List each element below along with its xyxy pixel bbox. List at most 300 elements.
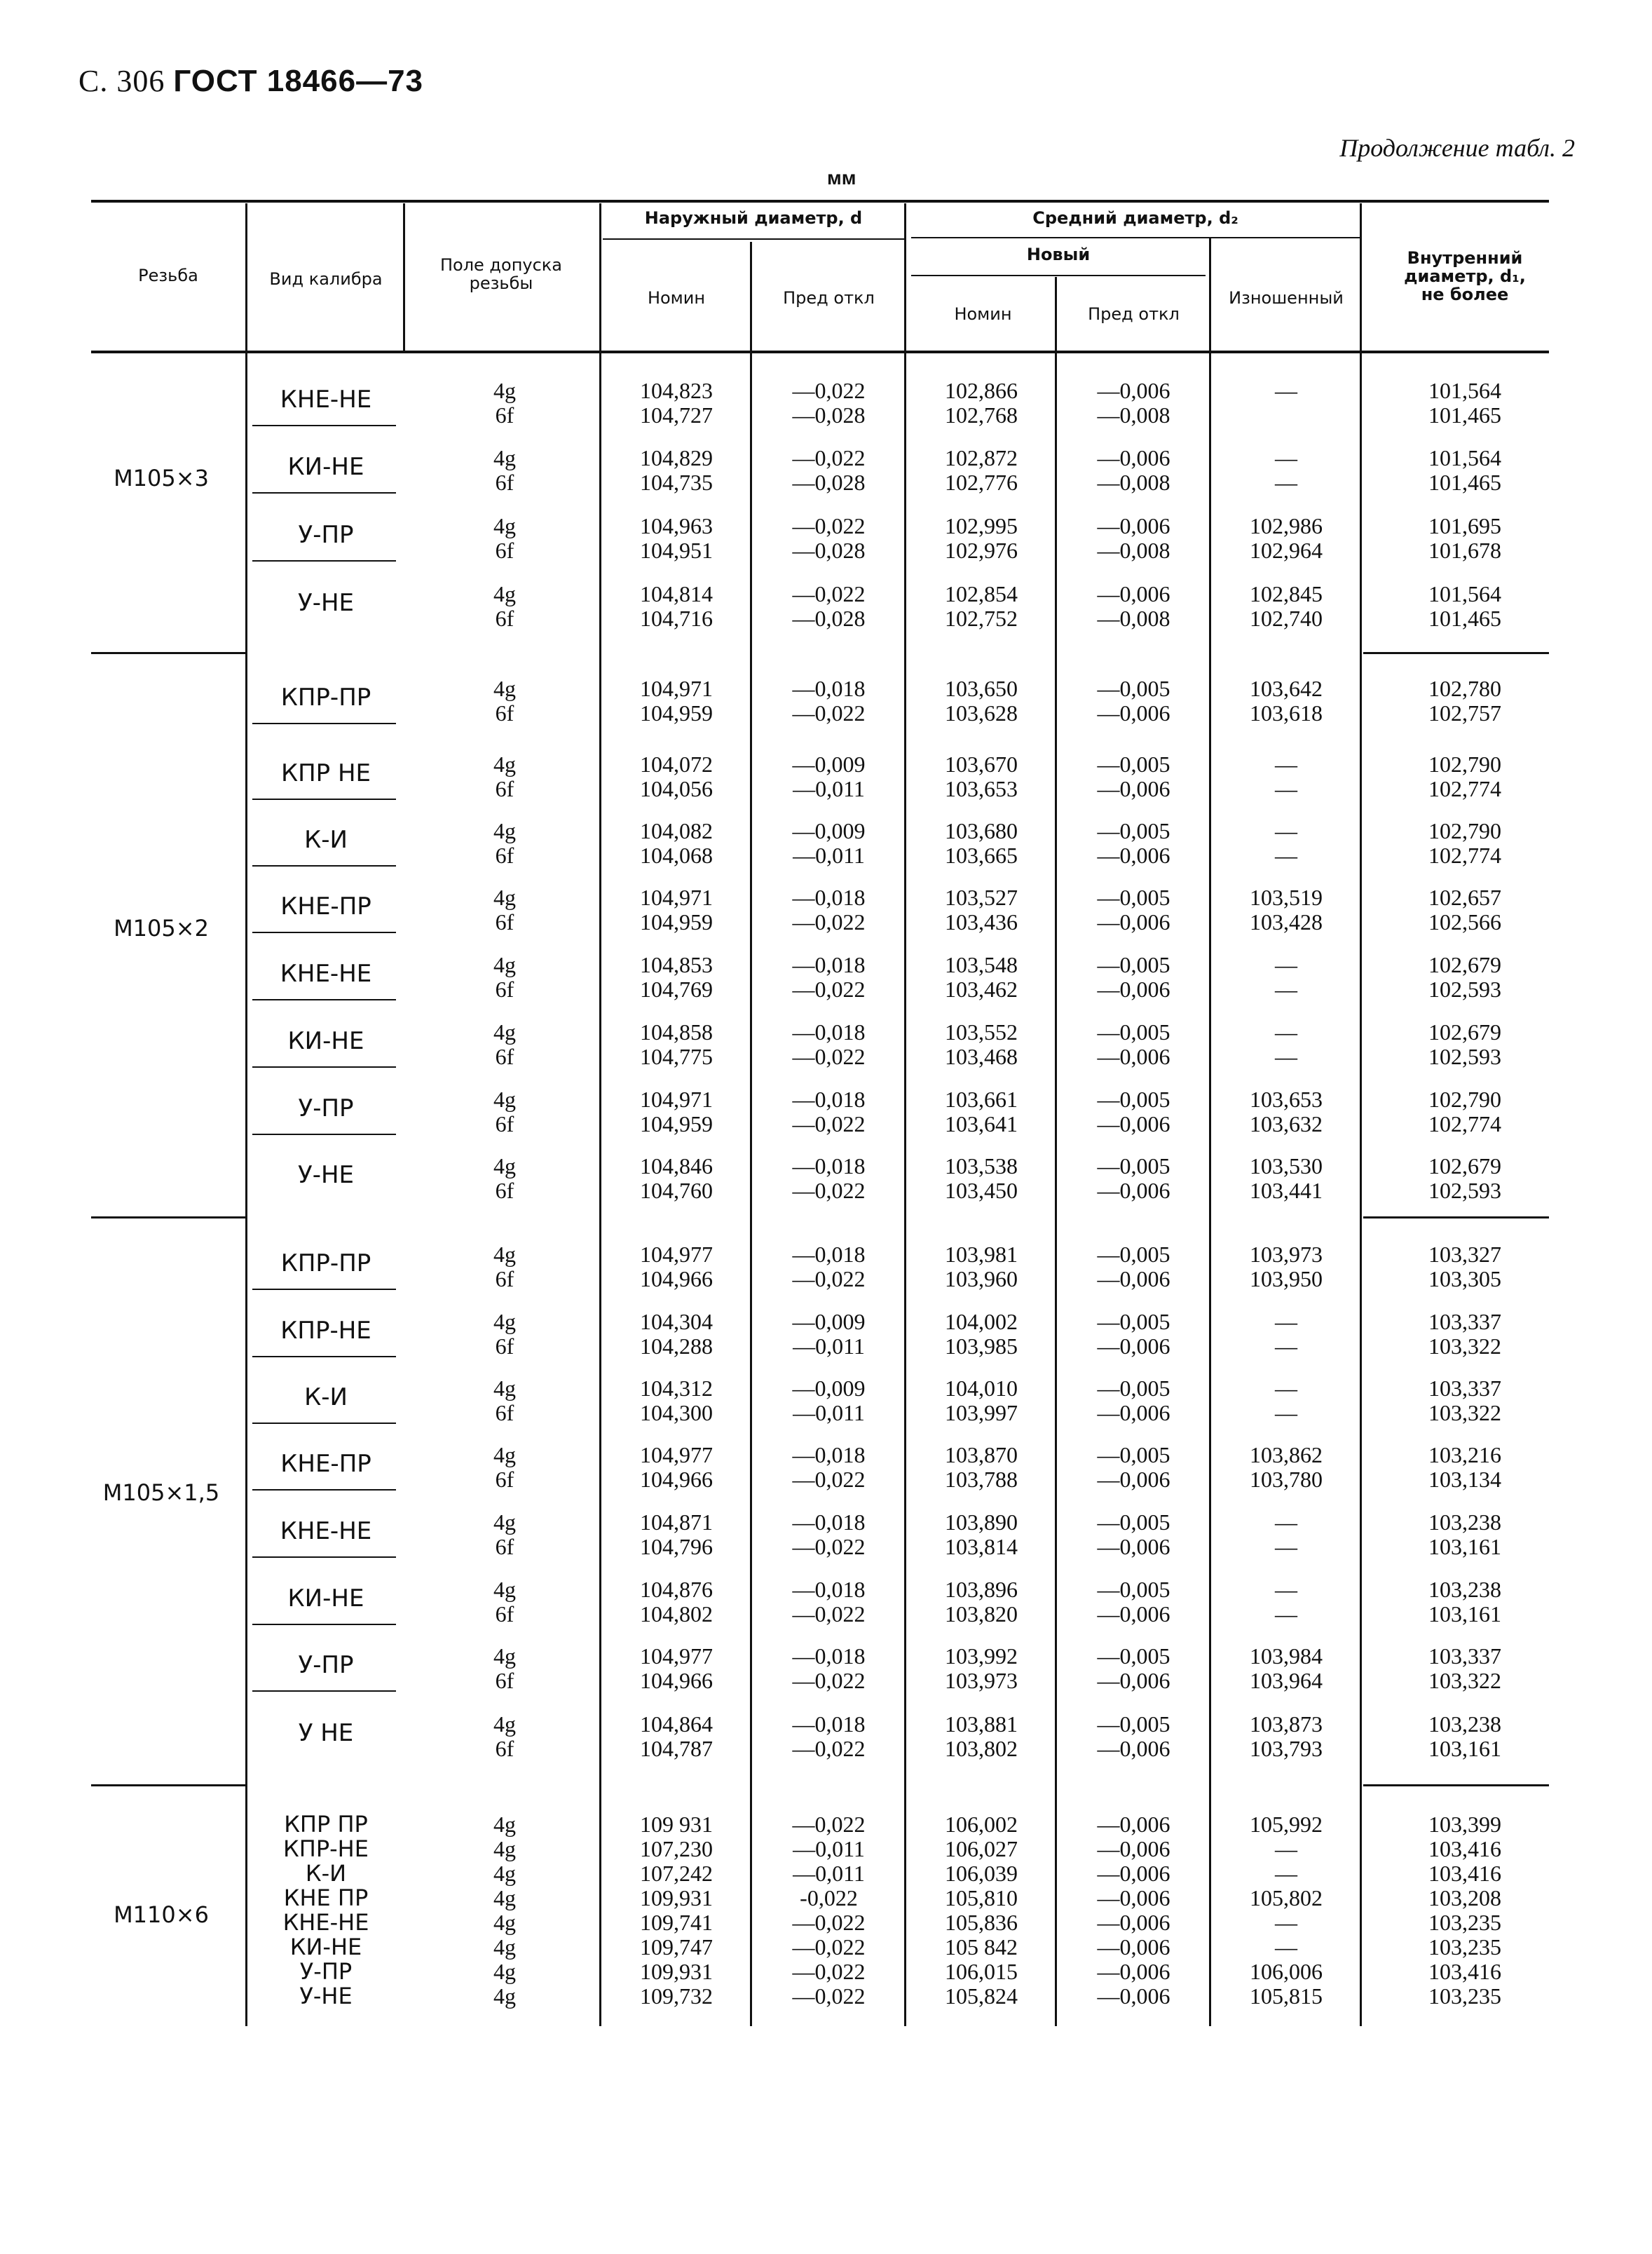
value-line: 103,161 <box>1428 1736 1501 1761</box>
value-cell-d1 <box>1395 1242 1535 1291</box>
value-line: 102,566 <box>1428 909 1501 935</box>
value-line: 103,665 <box>945 843 1018 868</box>
value-line: 103,964 <box>1250 1668 1323 1693</box>
gauge-type-cell: У НЕ <box>298 1719 354 1747</box>
value-line: —0,022 <box>792 378 866 403</box>
value-line: 102,976 <box>945 538 1018 563</box>
value-cell-d2-nom <box>908 1510 1055 1559</box>
value-line: 104,963 <box>640 513 713 538</box>
value-line: КНЕ ПР <box>283 1885 369 1911</box>
value-line: 103,235 <box>1428 1934 1501 1960</box>
last-group-column-d-nom <box>603 1812 750 2009</box>
last-group-column-tol <box>421 1812 589 2009</box>
value-line: — <box>1275 1577 1297 1602</box>
value-line: —0,028 <box>792 538 866 563</box>
value-line: 101,678 <box>1428 538 1501 563</box>
value-cell-worn <box>1213 514 1360 563</box>
value-cell-d-nom <box>603 1443 750 1492</box>
value-line: 4g <box>493 1861 516 1886</box>
value-cell-d2-dev <box>1058 1510 1209 1559</box>
value-line: — <box>1275 1910 1297 1935</box>
gauge-separator <box>252 425 396 426</box>
thread-designation: M105×1,5 <box>102 1479 220 1506</box>
value-cell-d2-dev <box>1058 953 1209 1002</box>
value-line: 103,134 <box>1428 1467 1501 1492</box>
gauge-type-cell: КНЕ-НЕ <box>280 386 372 414</box>
value-cell-d2-nom <box>908 1154 1055 1203</box>
value-line: 104,068 <box>640 843 713 868</box>
value-line: 101,465 <box>1428 606 1501 631</box>
value-line: 104,977 <box>640 1643 713 1669</box>
value-line: 102,740 <box>1250 606 1323 631</box>
value-line: —0,022 <box>792 909 866 935</box>
value-line: — <box>1275 752 1297 777</box>
value-cell-d-dev <box>753 446 904 495</box>
value-line: 103,653 <box>1250 1087 1323 1112</box>
value-line: 104,858 <box>640 1019 713 1045</box>
value-line: — <box>1275 470 1297 495</box>
header-outer-deviation: Пред откл <box>783 288 875 308</box>
gauge-type-cell: У-НЕ <box>297 589 355 617</box>
value-line: 6f <box>495 1736 514 1761</box>
gauge-separator <box>252 560 396 562</box>
value-line: 101,465 <box>1428 470 1501 495</box>
gauge-separator <box>252 1423 396 1424</box>
value-line: 102,790 <box>1428 818 1501 843</box>
col-divider-5 <box>904 203 906 2026</box>
value-cell-d2-nom <box>908 1443 1055 1492</box>
value-line: 104,769 <box>640 977 713 1002</box>
value-line: 4g <box>493 1983 516 2009</box>
value-line: — <box>1275 1333 1297 1359</box>
value-line: 101,564 <box>1428 378 1501 403</box>
value-line: 104,787 <box>640 1736 713 1761</box>
value-line: 104,288 <box>640 1333 713 1359</box>
value-line: У-ПР <box>299 1958 353 1985</box>
value-line: 103,161 <box>1428 1534 1501 1559</box>
value-line: 106,002 <box>945 1812 1018 1837</box>
gauge-type-cell: КПР-НЕ <box>280 1317 371 1345</box>
value-line: 103,322 <box>1428 1333 1501 1359</box>
gauge-separator <box>252 1556 396 1558</box>
value-cell-tol <box>421 1443 589 1492</box>
value-line: 103,238 <box>1428 1509 1501 1535</box>
value-cell-worn <box>1213 1443 1360 1492</box>
value-cell-d2-nom <box>908 1310 1055 1359</box>
value-cell-d1 <box>1395 677 1535 726</box>
value-line: 6f <box>495 1266 514 1291</box>
value-line: —0,022 <box>792 1266 866 1291</box>
value-line: 104,864 <box>640 1711 713 1737</box>
value-cell-d-dev <box>753 885 904 935</box>
header-rule-mean <box>911 237 1360 238</box>
gauge-type-cell: КПР НЕ <box>280 759 371 787</box>
value-line: 109 931 <box>640 1812 713 1837</box>
value-line: 103,985 <box>945 1333 1018 1359</box>
value-line: —0,005 <box>1097 885 1170 910</box>
gauge-separator <box>252 1489 396 1491</box>
value-line: —0,018 <box>792 1577 866 1602</box>
value-line: 104,829 <box>640 445 713 470</box>
value-cell-tol <box>421 379 589 428</box>
value-line: 105,815 <box>1250 1983 1323 2009</box>
value-line: —0,009 <box>792 752 866 777</box>
value-cell-d1 <box>1395 1443 1535 1492</box>
value-cell-worn <box>1213 1510 1360 1559</box>
header-rule-new <box>911 275 1206 276</box>
value-cell-d-dev <box>753 1154 904 1203</box>
value-line: 104,853 <box>640 952 713 977</box>
value-line: 101,465 <box>1428 402 1501 428</box>
value-cell-worn <box>1213 446 1360 495</box>
header-thread: Резьба <box>138 266 198 285</box>
gauge-separator <box>252 799 396 800</box>
value-line: КНЕ-НЕ <box>282 1909 369 1936</box>
value-line: 102,986 <box>1250 513 1323 538</box>
value-line: 104,814 <box>640 581 713 606</box>
header-inner-diameter: Внутренний диаметр, d₁, не более <box>1404 248 1526 304</box>
value-line: —0,006 <box>1097 1044 1170 1069</box>
value-line: —0,022 <box>792 1910 866 1935</box>
value-line: — <box>1275 1376 1297 1401</box>
value-line: 104,082 <box>640 818 713 843</box>
value-cell-d1 <box>1395 885 1535 935</box>
value-line: —0,022 <box>792 1812 866 1837</box>
value-line: 101,695 <box>1428 513 1501 538</box>
value-cell-d2-nom <box>908 1376 1055 1425</box>
value-line: 104,966 <box>640 1668 713 1693</box>
value-line: —0,006 <box>1097 1333 1170 1359</box>
value-line: —0,005 <box>1097 752 1170 777</box>
value-line: 104,971 <box>640 676 713 701</box>
value-cell-d-nom <box>603 379 750 428</box>
gauge-type-cell: К-И <box>304 826 348 854</box>
value-line: —0,018 <box>792 1019 866 1045</box>
value-line: 4g <box>493 1959 516 1984</box>
value-cell-worn <box>1213 1310 1360 1359</box>
value-line: 104,959 <box>640 909 713 935</box>
value-line: — <box>1275 776 1297 801</box>
value-line: 103,327 <box>1428 1242 1501 1267</box>
value-line: —0,011 <box>793 1836 865 1861</box>
value-line: 103,322 <box>1428 1400 1501 1425</box>
value-cell-d-nom <box>603 953 750 1002</box>
value-cell-tol <box>421 1510 589 1559</box>
value-line: 109,931 <box>640 1885 713 1910</box>
value-cell-tol <box>421 953 589 1002</box>
value-line: 103,530 <box>1250 1153 1323 1179</box>
value-line: —0,022 <box>792 977 866 1002</box>
value-line: 104,002 <box>945 1309 1018 1334</box>
value-line: —0,018 <box>792 1242 866 1267</box>
gauge-separator <box>252 1289 396 1290</box>
gauge-separator <box>252 492 396 494</box>
value-cell-d-dev <box>753 1577 904 1627</box>
value-cell-d-nom <box>603 1644 750 1693</box>
value-line: 104,760 <box>640 1178 713 1203</box>
value-line: 103,462 <box>945 977 1018 1002</box>
col-divider-3 <box>599 203 601 2026</box>
value-line: 109,741 <box>640 1910 713 1935</box>
value-line: 103,680 <box>945 818 1018 843</box>
value-cell-d2-dev <box>1058 1644 1209 1693</box>
value-line: 103,628 <box>945 700 1018 726</box>
gauge-type-cell: КПР-ПР <box>280 1249 371 1277</box>
last-group-column-d2-dev <box>1058 1812 1209 2009</box>
value-line: 4g <box>493 378 516 403</box>
value-cell-d2-dev <box>1058 752 1209 801</box>
value-line: 104,072 <box>640 752 713 777</box>
value-line: 102,757 <box>1428 700 1501 726</box>
value-line: 6f <box>495 909 514 935</box>
value-line: 4g <box>493 952 516 977</box>
gauge-type-cell: КНЕ-ПР <box>280 892 371 921</box>
value-cell-worn <box>1213 1644 1360 1693</box>
value-line: 104,971 <box>640 1087 713 1112</box>
value-line: 103,238 <box>1428 1711 1501 1737</box>
value-line: 6f <box>495 776 514 801</box>
value-line: 103,896 <box>945 1577 1018 1602</box>
value-cell-worn <box>1213 1020 1360 1069</box>
value-line: 104,876 <box>640 1577 713 1602</box>
value-line: 104,871 <box>640 1509 713 1535</box>
value-cell-tol <box>421 1020 589 1069</box>
value-cell-d-dev <box>753 1443 904 1492</box>
value-line: —0,005 <box>1097 1019 1170 1045</box>
value-cell-tol <box>421 1712 589 1761</box>
value-line: —0,022 <box>792 1601 866 1627</box>
value-cell-d2-nom <box>908 885 1055 935</box>
value-line: 106,039 <box>945 1861 1018 1886</box>
value-line: 6f <box>495 1534 514 1559</box>
value-line: 104,312 <box>640 1376 713 1401</box>
value-cell-d-nom <box>603 1020 750 1069</box>
value-line: 4g <box>493 1376 516 1401</box>
value-cell-d2-dev <box>1058 1577 1209 1627</box>
value-line: 104,056 <box>640 776 713 801</box>
header-mean-deviation: Пред откл <box>1088 304 1180 324</box>
value-line: 4g <box>493 1910 516 1935</box>
header-new: Новый <box>1026 245 1091 264</box>
value-line: 103,984 <box>1250 1643 1323 1669</box>
value-cell-d1 <box>1395 446 1535 495</box>
gauge-separator <box>252 865 396 867</box>
value-line: —0,005 <box>1097 676 1170 701</box>
col-divider-4 <box>750 242 752 2026</box>
value-cell-d2-nom <box>908 1577 1055 1627</box>
value-line: —0,005 <box>1097 952 1170 977</box>
col-divider-2 <box>403 203 405 351</box>
gauge-type-cell: У-ПР <box>298 521 354 549</box>
value-line: 103,208 <box>1428 1885 1501 1910</box>
value-line: 103,235 <box>1428 1910 1501 1935</box>
gauge-type-cell: КПР-ПР <box>280 684 371 712</box>
value-cell-d2-nom <box>908 677 1055 726</box>
value-line: 6f <box>495 700 514 726</box>
value-line: —0,008 <box>1097 470 1170 495</box>
value-line: 4g <box>493 1509 516 1535</box>
value-line: —0,006 <box>1097 1861 1170 1886</box>
value-cell-worn <box>1213 677 1360 726</box>
table-continuation-label: Продолжение табл. 2 <box>1339 134 1575 162</box>
value-line: —0,022 <box>792 1111 866 1136</box>
value-cell-d-dev <box>753 1087 904 1136</box>
value-line: 102,593 <box>1428 977 1501 1002</box>
value-line: —0,005 <box>1097 1643 1170 1669</box>
value-line: 103,337 <box>1428 1309 1501 1334</box>
gauge-separator <box>252 1356 396 1357</box>
value-line: — <box>1275 1400 1297 1425</box>
value-line: 103,538 <box>945 1153 1018 1179</box>
thread-designation: M105×3 <box>114 465 209 491</box>
value-cell-d-nom <box>603 1376 750 1425</box>
value-line: 103,862 <box>1250 1442 1323 1467</box>
value-line: — <box>1275 1309 1297 1334</box>
value-line: —0,005 <box>1097 1087 1170 1112</box>
value-line: 103,216 <box>1428 1442 1501 1467</box>
value-cell-tol <box>421 1376 589 1425</box>
header-gauge-type: Вид калибра <box>269 269 383 289</box>
value-line: 107,242 <box>640 1861 713 1886</box>
header-tolerance: Поле допуска резьбы <box>439 255 563 293</box>
value-line: —0,022 <box>792 513 866 538</box>
value-line: 101,564 <box>1428 445 1501 470</box>
value-cell-d2-dev <box>1058 1242 1209 1291</box>
value-line: 103,519 <box>1250 885 1323 910</box>
col-divider-8 <box>1360 203 1362 2026</box>
value-line: 6f <box>495 1400 514 1425</box>
value-line: —0,028 <box>792 606 866 631</box>
value-cell-worn <box>1213 885 1360 935</box>
value-line: 102,964 <box>1250 538 1323 563</box>
value-line: 103,305 <box>1428 1266 1501 1291</box>
value-line: —0,005 <box>1097 1153 1170 1179</box>
value-line: 103,793 <box>1250 1736 1323 1761</box>
value-line: — <box>1275 818 1297 843</box>
value-cell-d2-dev <box>1058 1712 1209 1761</box>
value-cell-d-dev <box>753 1310 904 1359</box>
value-cell-d-nom <box>603 446 750 495</box>
value-line: 102,774 <box>1428 843 1501 868</box>
value-line: —0,006 <box>1097 1111 1170 1136</box>
value-line: 104,300 <box>640 1400 713 1425</box>
header-outer-nominal: Номин <box>647 288 706 308</box>
value-line: —0,022 <box>792 1534 866 1559</box>
value-cell-d-nom <box>603 1242 750 1291</box>
value-cell-worn <box>1213 1242 1360 1291</box>
value-line: —0,018 <box>792 1509 866 1535</box>
value-line: —0,006 <box>1097 1178 1170 1203</box>
value-line: 103,641 <box>945 1111 1018 1136</box>
value-line: 103,981 <box>945 1242 1018 1267</box>
value-line: 104,951 <box>640 538 713 563</box>
value-cell-worn <box>1213 1087 1360 1136</box>
value-line: 103,468 <box>945 1044 1018 1069</box>
value-cell-d1 <box>1395 1510 1535 1559</box>
value-line: 104,727 <box>640 402 713 428</box>
value-line: 6f <box>495 1044 514 1069</box>
value-line: —0,022 <box>792 1044 866 1069</box>
value-cell-tol <box>421 1087 589 1136</box>
gauge-type-cell: КИ-НЕ <box>287 453 364 481</box>
col-divider-6 <box>1055 277 1057 2026</box>
gauge-type-cell: КНЕ-НЕ <box>280 960 372 988</box>
value-cell-d-nom <box>603 1510 750 1559</box>
value-line: 102,776 <box>945 470 1018 495</box>
value-cell-d-dev <box>753 1712 904 1761</box>
value-line: —0,006 <box>1097 1736 1170 1761</box>
group-divider-right <box>1363 1784 1549 1786</box>
value-line: —0,006 <box>1097 909 1170 935</box>
value-cell-d-dev <box>753 379 904 428</box>
value-line: 106,006 <box>1250 1959 1323 1984</box>
value-line: 104,775 <box>640 1044 713 1069</box>
value-line: КИ-НЕ <box>289 1934 362 1960</box>
value-line: — <box>1275 1044 1297 1069</box>
value-line: —0,006 <box>1097 378 1170 403</box>
value-line: 4g <box>493 752 516 777</box>
value-cell-d2-nom <box>908 1712 1055 1761</box>
value-cell-d2-nom <box>908 446 1055 495</box>
gauge-type-cell: КНЕ-НЕ <box>280 1517 372 1545</box>
value-cell-tol <box>421 1644 589 1693</box>
value-line: 6f <box>495 1601 514 1627</box>
value-line: —0,028 <box>792 470 866 495</box>
value-line: —0,006 <box>1097 1836 1170 1861</box>
value-line: 105,836 <box>945 1910 1018 1935</box>
value-line: 4g <box>493 1153 516 1179</box>
value-line: 104,010 <box>945 1376 1018 1401</box>
value-line: —0,006 <box>1097 977 1170 1002</box>
value-line: 103,337 <box>1428 1376 1501 1401</box>
value-cell-tol <box>421 1577 589 1627</box>
value-line: 103,802 <box>945 1736 1018 1761</box>
table-top-rule <box>91 200 1549 203</box>
value-line: — <box>1275 1534 1297 1559</box>
header-rule-outer <box>603 238 904 240</box>
value-line: 102,790 <box>1428 752 1501 777</box>
value-line: —0,005 <box>1097 1309 1170 1334</box>
value-line: —0,018 <box>792 885 866 910</box>
value-cell-d2-nom <box>908 819 1055 868</box>
value-cell-d1 <box>1395 752 1535 801</box>
value-line: 4g <box>493 818 516 843</box>
value-cell-d2-dev <box>1058 1310 1209 1359</box>
value-cell-tol <box>421 752 589 801</box>
value-line: —0,022 <box>792 445 866 470</box>
value-line: -0,022 <box>800 1885 858 1910</box>
value-line: —0,006 <box>1097 513 1170 538</box>
value-line: 6f <box>495 1668 514 1693</box>
value-line: 102,790 <box>1428 1087 1501 1112</box>
value-line: КПР-НЕ <box>283 1835 369 1862</box>
value-line: — <box>1275 445 1297 470</box>
value-cell-d-nom <box>603 1087 750 1136</box>
value-line: 106,027 <box>945 1836 1018 1861</box>
value-line: 102,872 <box>945 445 1018 470</box>
group-divider-right <box>1363 1216 1549 1218</box>
value-cell-d1 <box>1395 514 1535 563</box>
value-cell-d-nom <box>603 1310 750 1359</box>
value-line: 102,774 <box>1428 1111 1501 1136</box>
gauge-type-cell: К-И <box>304 1383 348 1411</box>
value-line: 103,670 <box>945 752 1018 777</box>
value-line: 105,992 <box>1250 1812 1323 1837</box>
value-line: —0,011 <box>793 1400 865 1425</box>
header-worn: Изношенный <box>1229 288 1344 308</box>
header-mean-diameter: Средний диаметр, d₂ <box>1032 208 1238 228</box>
value-cell-d2-nom <box>908 514 1055 563</box>
